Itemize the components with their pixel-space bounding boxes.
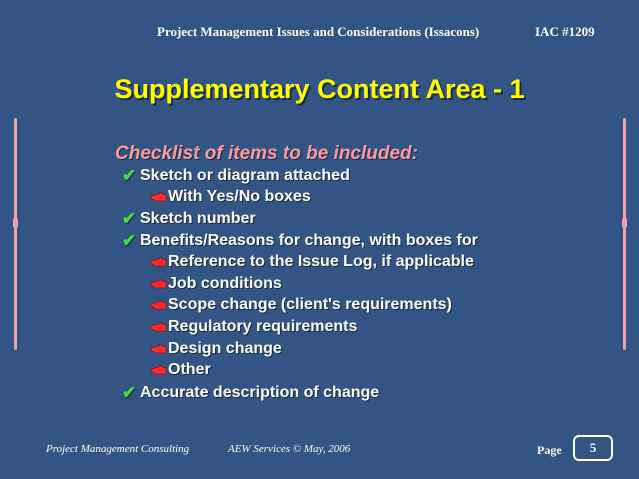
checklist-item (150, 188, 311, 206)
header-code: IAC #1209 (535, 24, 595, 39)
checklist-item (150, 361, 211, 379)
check-icon: ✔ (122, 209, 137, 229)
checklist-item (150, 340, 282, 358)
checklist-item-text: Reference to the Issue Log, if applicable (168, 252, 474, 270)
pointing-hand-icon (150, 255, 168, 269)
pointing-hand-icon (150, 298, 168, 312)
checklist-heading: Checklist of items to be included: (115, 143, 418, 164)
right-decorative-bar (623, 118, 626, 350)
checklist-item-text: Sketch number (140, 210, 256, 228)
checklist-item (122, 166, 350, 186)
checklist-item (150, 318, 357, 336)
checklist-item (122, 383, 379, 403)
header-title: Project Management Issues and Considerations (Issacons) (157, 24, 480, 39)
checklist-item-text: Accurate description of change (140, 384, 380, 401)
check-icon: ✔ (122, 166, 137, 185)
page-label: Page (537, 443, 562, 457)
checklist-item-text: Other (168, 361, 211, 379)
checklist-item-text: Job conditions (168, 274, 282, 292)
footer-company: Project Management Consulting (46, 443, 190, 455)
checklist-item-text: Sketch or diagram attached (140, 167, 350, 184)
right-bar-notch (622, 218, 627, 228)
slide-footer (0, 443, 639, 461)
pointing-hand-icon (150, 277, 168, 291)
left-decorative-bar (14, 118, 17, 350)
checklist-item (122, 231, 478, 251)
checklist-item (122, 209, 256, 229)
checklist-item-text: Design change (168, 339, 282, 357)
pointing-hand-icon (150, 320, 168, 334)
checklist-item (150, 296, 452, 314)
footer-copyright: AEW Services © May, 2006 (228, 443, 351, 455)
pointing-hand-icon (150, 190, 168, 204)
checklist-item-text: Benefits/Reasons for change, with boxes for (140, 232, 478, 250)
checklist-item-text: Regulatory requirements (168, 317, 358, 335)
pointing-hand-icon (150, 363, 168, 377)
slide-title: Supplementary Content Area - 1 (114, 74, 525, 104)
page-number: 5 (573, 435, 613, 461)
checklist-item (150, 275, 282, 293)
pointing-hand-icon (150, 342, 168, 356)
slide-header (0, 24, 639, 42)
checklist-item-text: Scope change (client's requirements) (168, 296, 452, 314)
left-bar-notch (13, 218, 18, 228)
check-icon: ✔ (122, 231, 137, 251)
check-icon: ✔ (122, 383, 137, 402)
checklist-item (150, 253, 474, 271)
checklist-item-text: With Yes/No boxes (168, 187, 311, 205)
